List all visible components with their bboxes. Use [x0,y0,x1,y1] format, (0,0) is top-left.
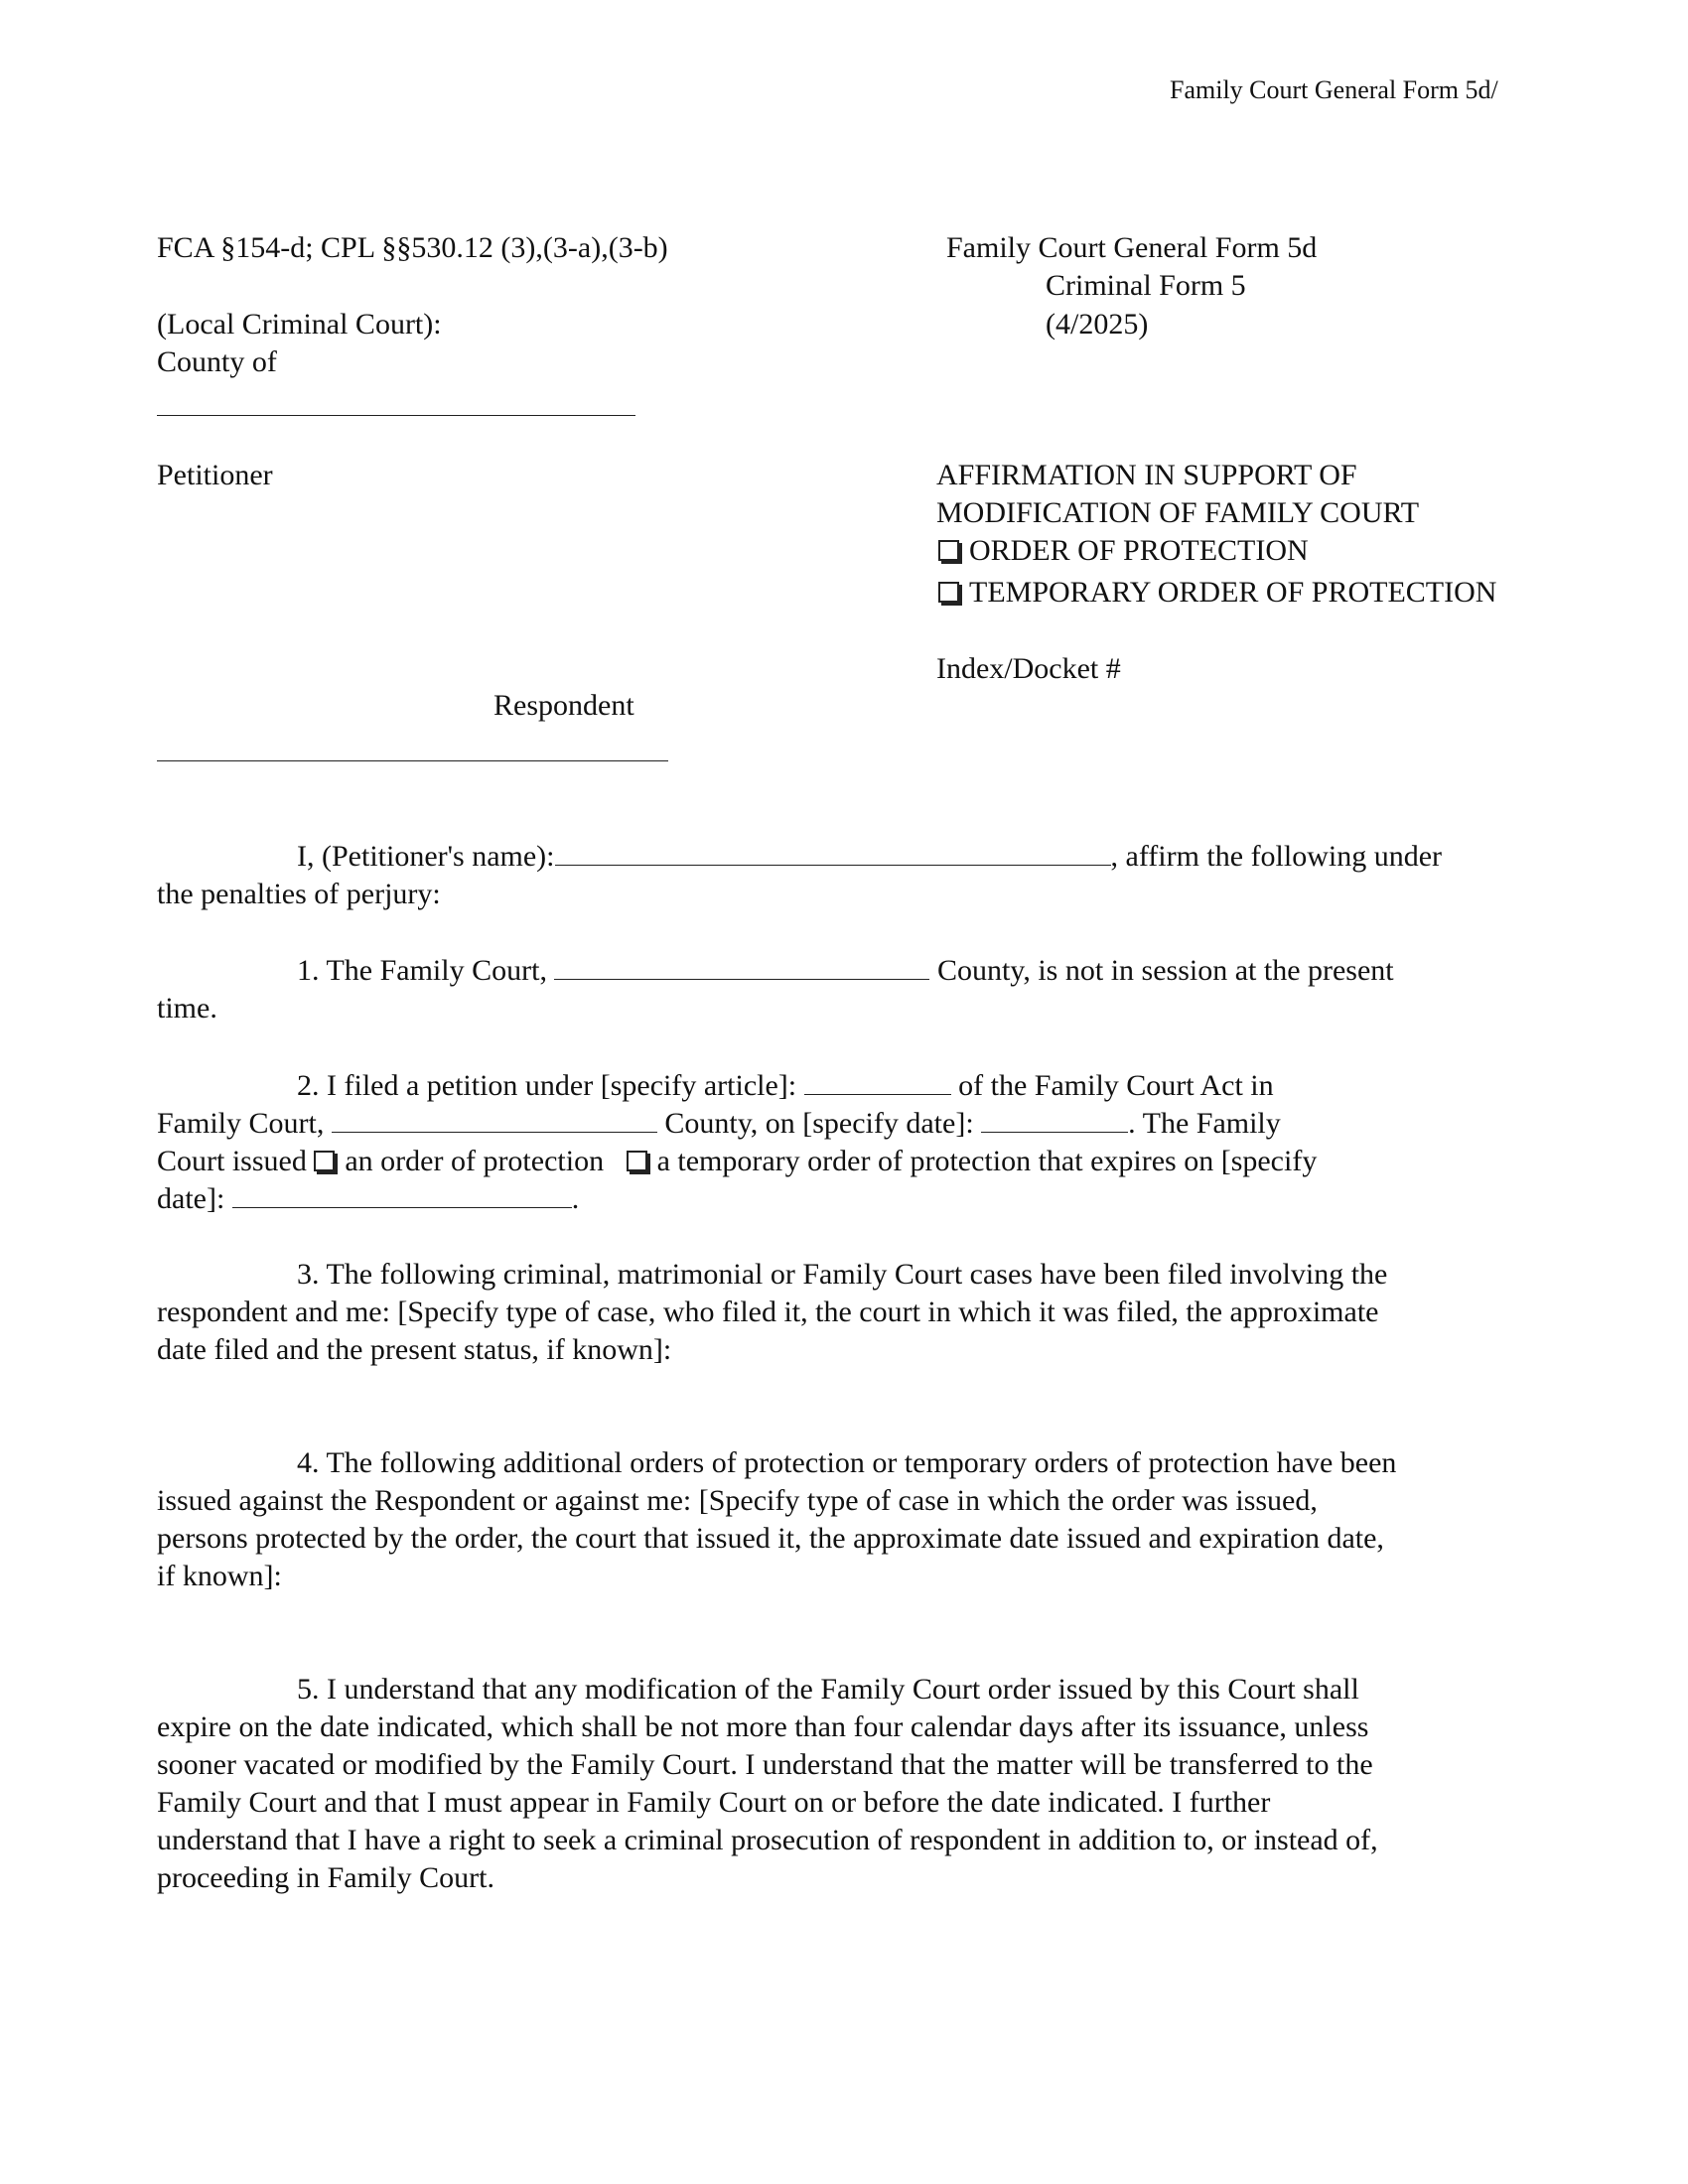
petitioner-label: Petitioner [157,459,273,491]
article-blank[interactable] [804,1068,951,1095]
p1-prefix: 1. The Family Court, [297,954,547,987]
document-title-line-1: AFFIRMATION IN SUPPORT OF [936,459,1357,491]
order-of-protection-checkbox[interactable] [938,540,959,561]
p3-line-1: 3. The following criminal, matrimonial or Family Court cases have been filed involving the [297,1258,1388,1291]
court-label: (Local Criminal Court): [157,308,442,341]
intro-suffix: , affirm the following under [1110,840,1443,873]
paragraph-2 [157,1067,1527,1218]
p1-line-2: time. [157,992,217,1024]
p3-line-3: date filed and the present status, if known]: [157,1333,672,1366]
paragraph-4 [157,1444,1527,1595]
county-name-blank[interactable] [157,415,635,416]
paragraph-5 [157,1671,1527,1897]
p5-line-1: 5. I understand that any modification of the Family Court order issued by this Court shall [297,1673,1359,1706]
option-temporary-order-of-protection [938,574,1496,612]
expiration-date-blank[interactable] [232,1181,572,1208]
option-order-label: ORDER OF PROTECTION [969,534,1309,567]
document-title-line-2: MODIFICATION OF FAMILY COURT [936,496,1420,529]
p5-line-4: Family Court and that I must appear in Family Court on or before the date indicated. I further [157,1786,1271,1819]
p2-part-h: a temporary order of protection that expires on [specify [656,1145,1318,1177]
petitioner-name-blank[interactable] [555,839,1111,866]
p2-part-b: of the Family Court Act in [958,1069,1274,1102]
respondent-name-blank[interactable] [157,760,668,761]
p2-part-g: an order of protection [345,1145,605,1177]
petition-county-blank[interactable] [332,1106,657,1133]
p2-part-d: County, on [specify date]: [664,1107,974,1140]
intro-line-2: the penalties of perjury: [157,878,441,910]
index-docket-label: Index/Docket # [936,652,1121,685]
p2-part-c: Family Court, [157,1107,325,1140]
p1-suffix: County, is not in session at the present [936,954,1394,987]
temporary-order-issued-checkbox[interactable] [627,1151,647,1171]
p3-line-2: respondent and me: [Specify type of case, who filed it, the court in which it was filed, the approximate [157,1296,1379,1328]
p5-line-6: proceeding in Family Court. [157,1861,494,1894]
intro-prefix: I, (Petitioner's name): [297,840,555,873]
p4-line-2: issued against the Respondent or against me: [Specify type of case in which the order was issued, [157,1484,1318,1517]
p5-line-3: sooner vacated or modified by the Family Court. I understand that the matter will be transferred to the [157,1748,1373,1781]
p5-line-5: understand that I have a right to seek a criminal prosecution of respondent in addition to, or instead of, [157,1824,1378,1856]
p4-line-4: if known]: [157,1560,282,1592]
paragraph-1 [157,952,1527,1027]
option-order-of-protection [938,532,1309,570]
p4-line-1: 4. The following additional orders of protection or temporary orders of protection have been [297,1446,1397,1479]
p2-part-e: . The Family [1128,1107,1281,1140]
temporary-order-checkbox[interactable] [938,582,959,603]
form-date: (4/2025) [1046,308,1149,341]
running-header: Family Court General Form 5d/ [1170,75,1498,104]
family-court-county-blank[interactable] [554,953,929,980]
criminal-form-number: Criminal Form 5 [1046,269,1246,302]
p2-part-f: Court issued [157,1145,307,1177]
option-temp-order-label: TEMPORARY ORDER OF PROTECTION [969,576,1497,609]
p4-line-3: persons protected by the order, the court that issued it, the approximate date issued and expiration date, [157,1522,1384,1555]
p2-part-j: . [571,1182,580,1215]
order-of-protection-issued-checkbox[interactable] [314,1151,335,1171]
p2-part-i: date]: [157,1182,225,1215]
statute-citation: FCA §154-d; CPL §§530.12 (3),(3-a),(3-b) [157,231,668,264]
respondent-label: Respondent [493,689,634,722]
p5-line-2: expire on the date indicated, which shall be not more than four calendar days after its issuance, unless [157,1710,1369,1743]
intro-paragraph [157,838,1527,913]
form-title: Family Court General Form 5d [946,231,1318,264]
p2-part-a: 2. I filed a petition under [specify article]: [297,1069,797,1102]
petition-date-blank[interactable] [981,1106,1128,1133]
county-label: County of [157,345,277,378]
paragraph-3 [157,1256,1527,1369]
